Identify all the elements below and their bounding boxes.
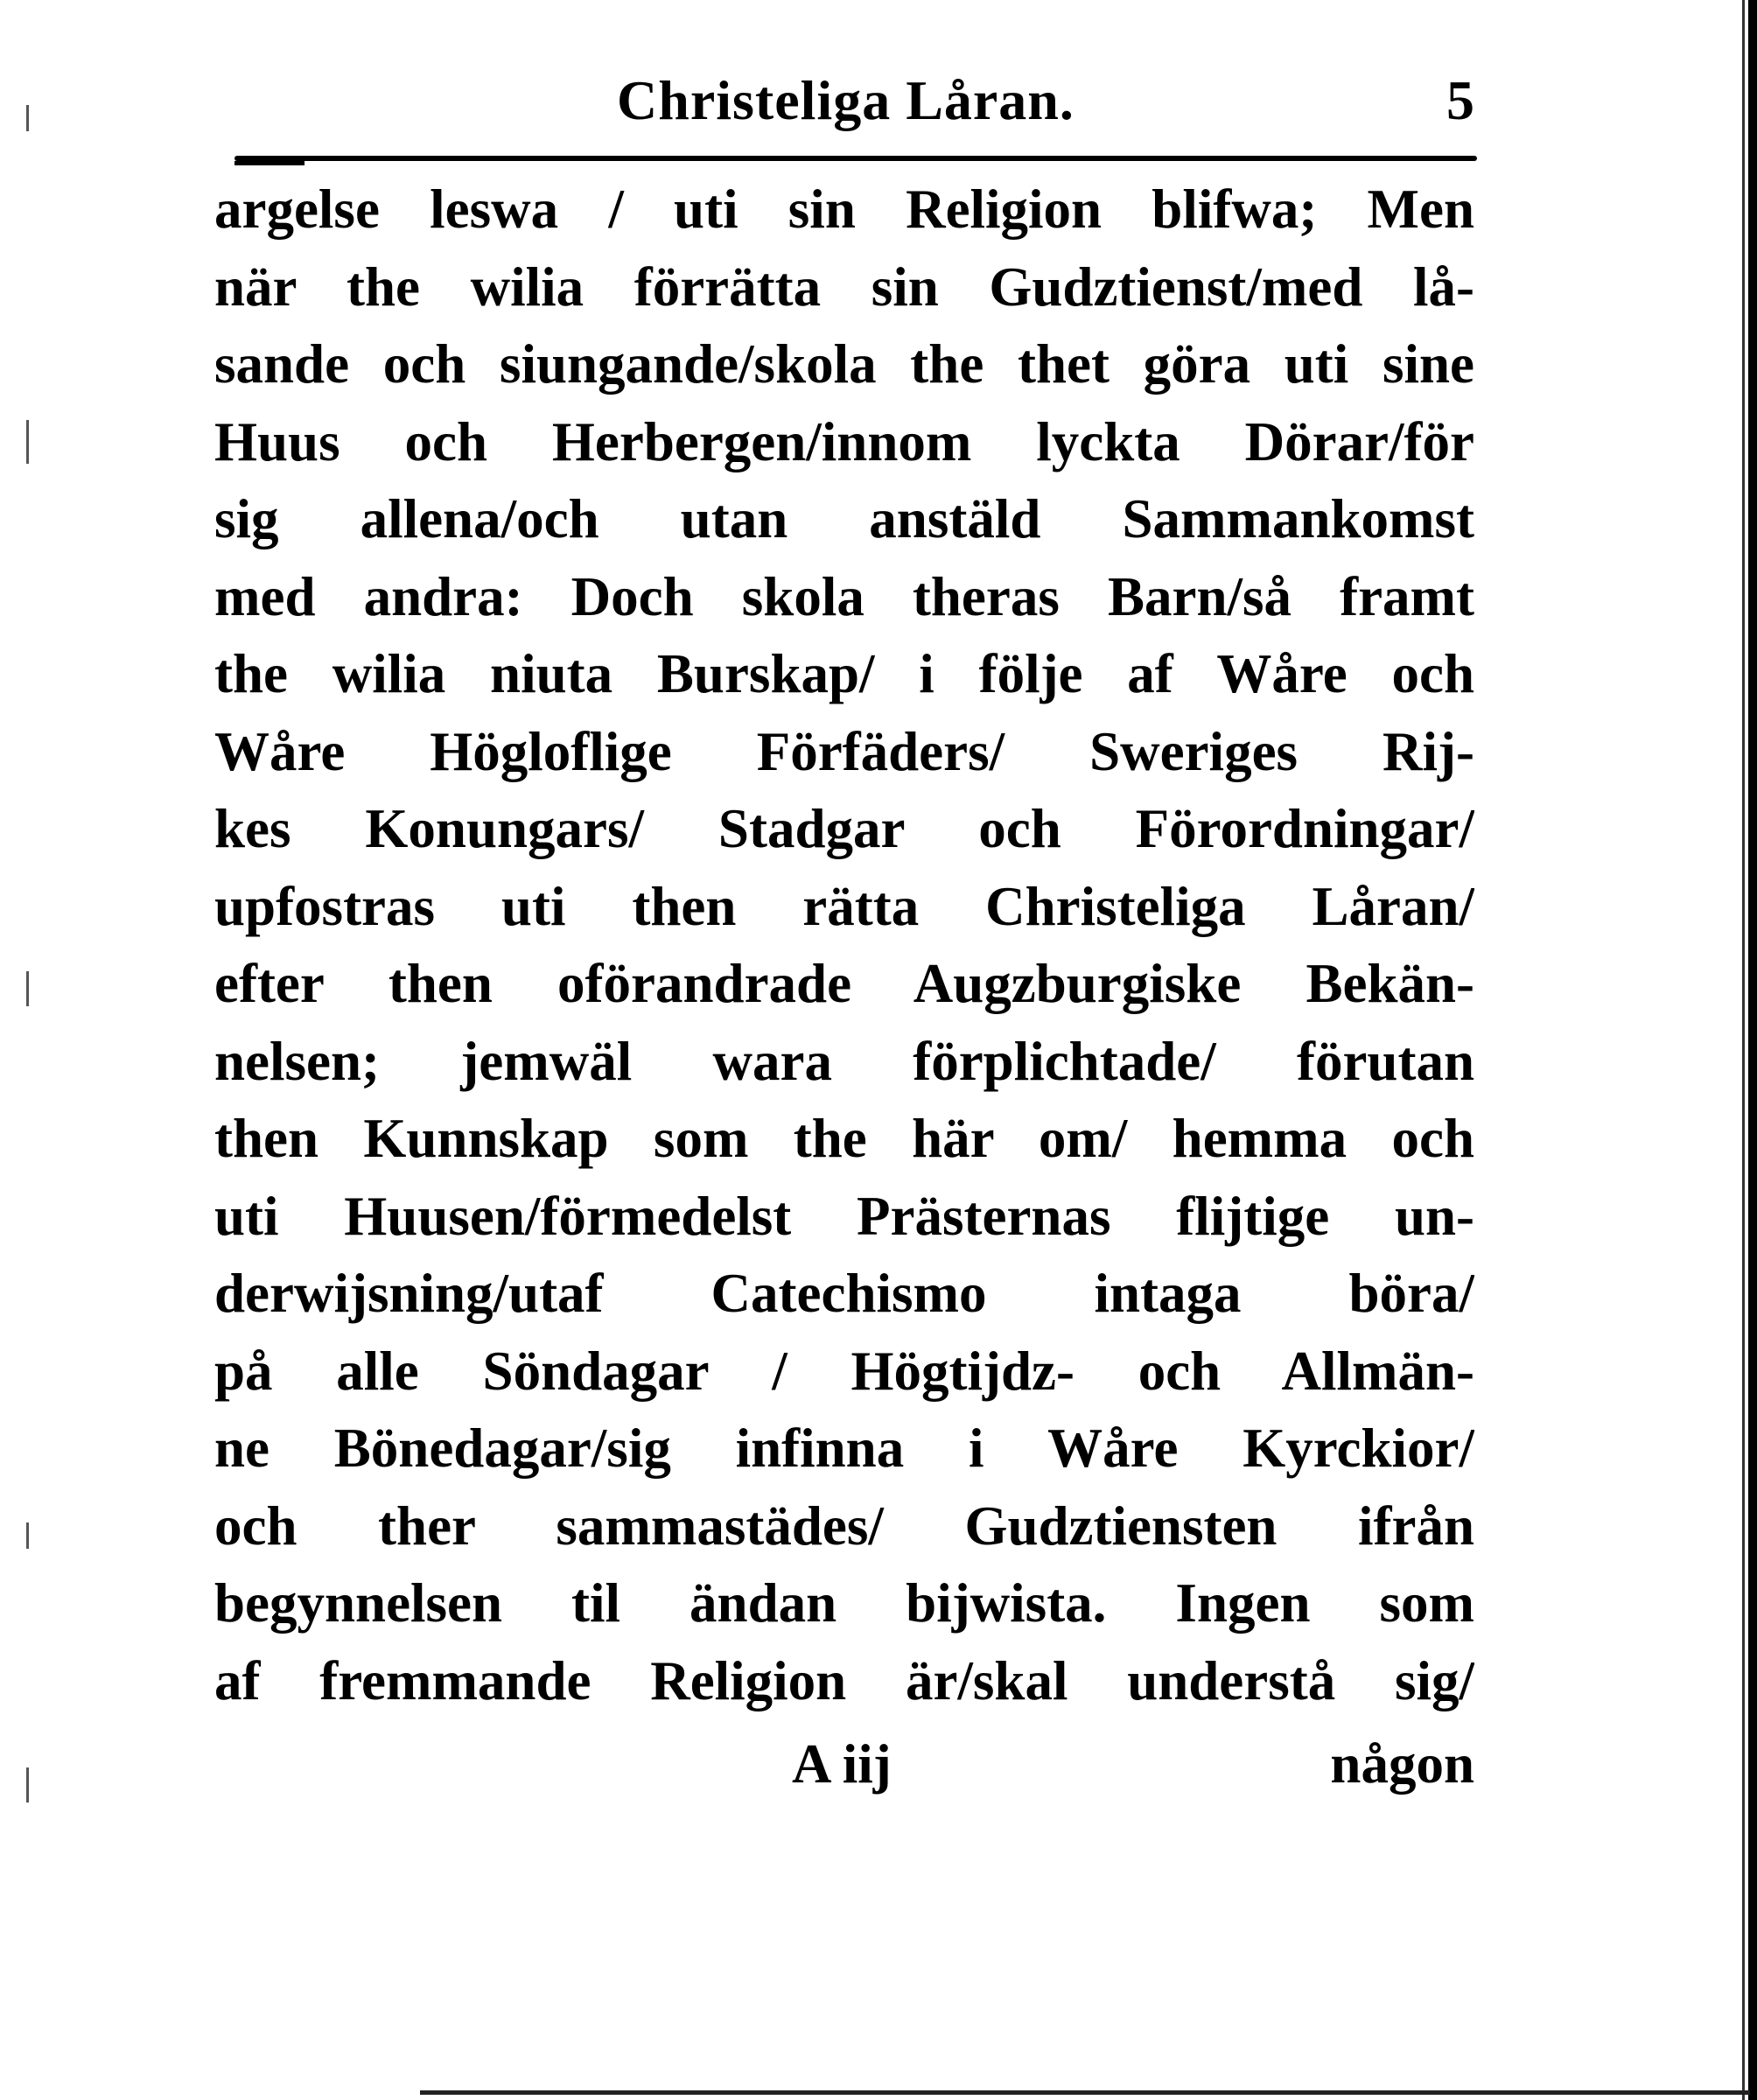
text-line: med andra: Doch skola theras Barn/så framt bbox=[214, 565, 1474, 627]
header-rule bbox=[234, 156, 1477, 161]
header-rule-ornament bbox=[234, 161, 304, 165]
page-number: 5 bbox=[1446, 69, 1474, 131]
margin-speck bbox=[26, 1522, 29, 1549]
text-line: derwijsning/utaf Catechismo intaga böra/ bbox=[214, 1263, 1474, 1324]
text-line: then Kunnskap som the här om/ hemma och bbox=[214, 1108, 1474, 1169]
text-line: Huus och Herbergen/innom lyckta Dörar/för bbox=[214, 410, 1474, 472]
text-line: när the wilia förrätta sin Gudztienst/med lå- bbox=[214, 256, 1474, 318]
margin-speck bbox=[26, 1768, 29, 1802]
margin-speck bbox=[26, 420, 29, 464]
text-line: argelse leswa / uti sin Religion blifwa; Men bbox=[214, 178, 1474, 240]
text-line: Wåre Högloflige Förfäders/ Sweriges Rij- bbox=[214, 720, 1474, 782]
margin-speck bbox=[26, 971, 29, 1006]
text-line: uti Huusen/förmedelst Prästernas flijtige un- bbox=[214, 1185, 1474, 1247]
text-line: nelsen; jemwäl wara förplichtade/ förutan bbox=[214, 1030, 1474, 1092]
running-title: Christeliga Låran. bbox=[617, 69, 1074, 131]
text-line: af fremmande Religion är/skal understå sig/ bbox=[214, 1649, 1474, 1712]
text-line: på alle Söndagar / Högtijdz- och Allmän- bbox=[214, 1340, 1474, 1402]
text-line: kes Konungars/ Stadgar och Förordningar/ bbox=[214, 798, 1474, 859]
text-line: the wilia niuta Burskap/ i följe af Wåre och bbox=[214, 643, 1474, 704]
text-line: sande och siungande/skola the thet göra uti sine bbox=[214, 333, 1474, 395]
catchword: någon bbox=[1330, 1733, 1474, 1795]
margin-speck bbox=[26, 105, 29, 131]
page-edge-shadow bbox=[1742, 0, 1745, 2100]
text-line: och ther sammastädes/ Gudztiensten ifrån bbox=[214, 1494, 1474, 1557]
text-line: upfostras uti then rätta Christeliga Låran/ bbox=[214, 875, 1474, 937]
text-line: efter then oförandrade Augzburgiske Bekän- bbox=[214, 953, 1474, 1014]
signature-mark: A iij bbox=[792, 1733, 892, 1795]
page-edge-right bbox=[1748, 0, 1757, 2100]
page-footer bbox=[214, 1732, 1474, 1811]
page-header bbox=[214, 68, 1474, 138]
text-line: sig allena/och utan anstäld Sammankomst bbox=[214, 488, 1474, 550]
text-line: ne Bönedagar/sig infinna i Wåre Kyrckior/ bbox=[214, 1418, 1474, 1479]
body-text bbox=[214, 171, 1474, 1719]
text-line: begynnelsen til ändan bijwista. Ingen som bbox=[214, 1572, 1474, 1634]
page-edge-bottom bbox=[420, 2090, 1750, 2095]
